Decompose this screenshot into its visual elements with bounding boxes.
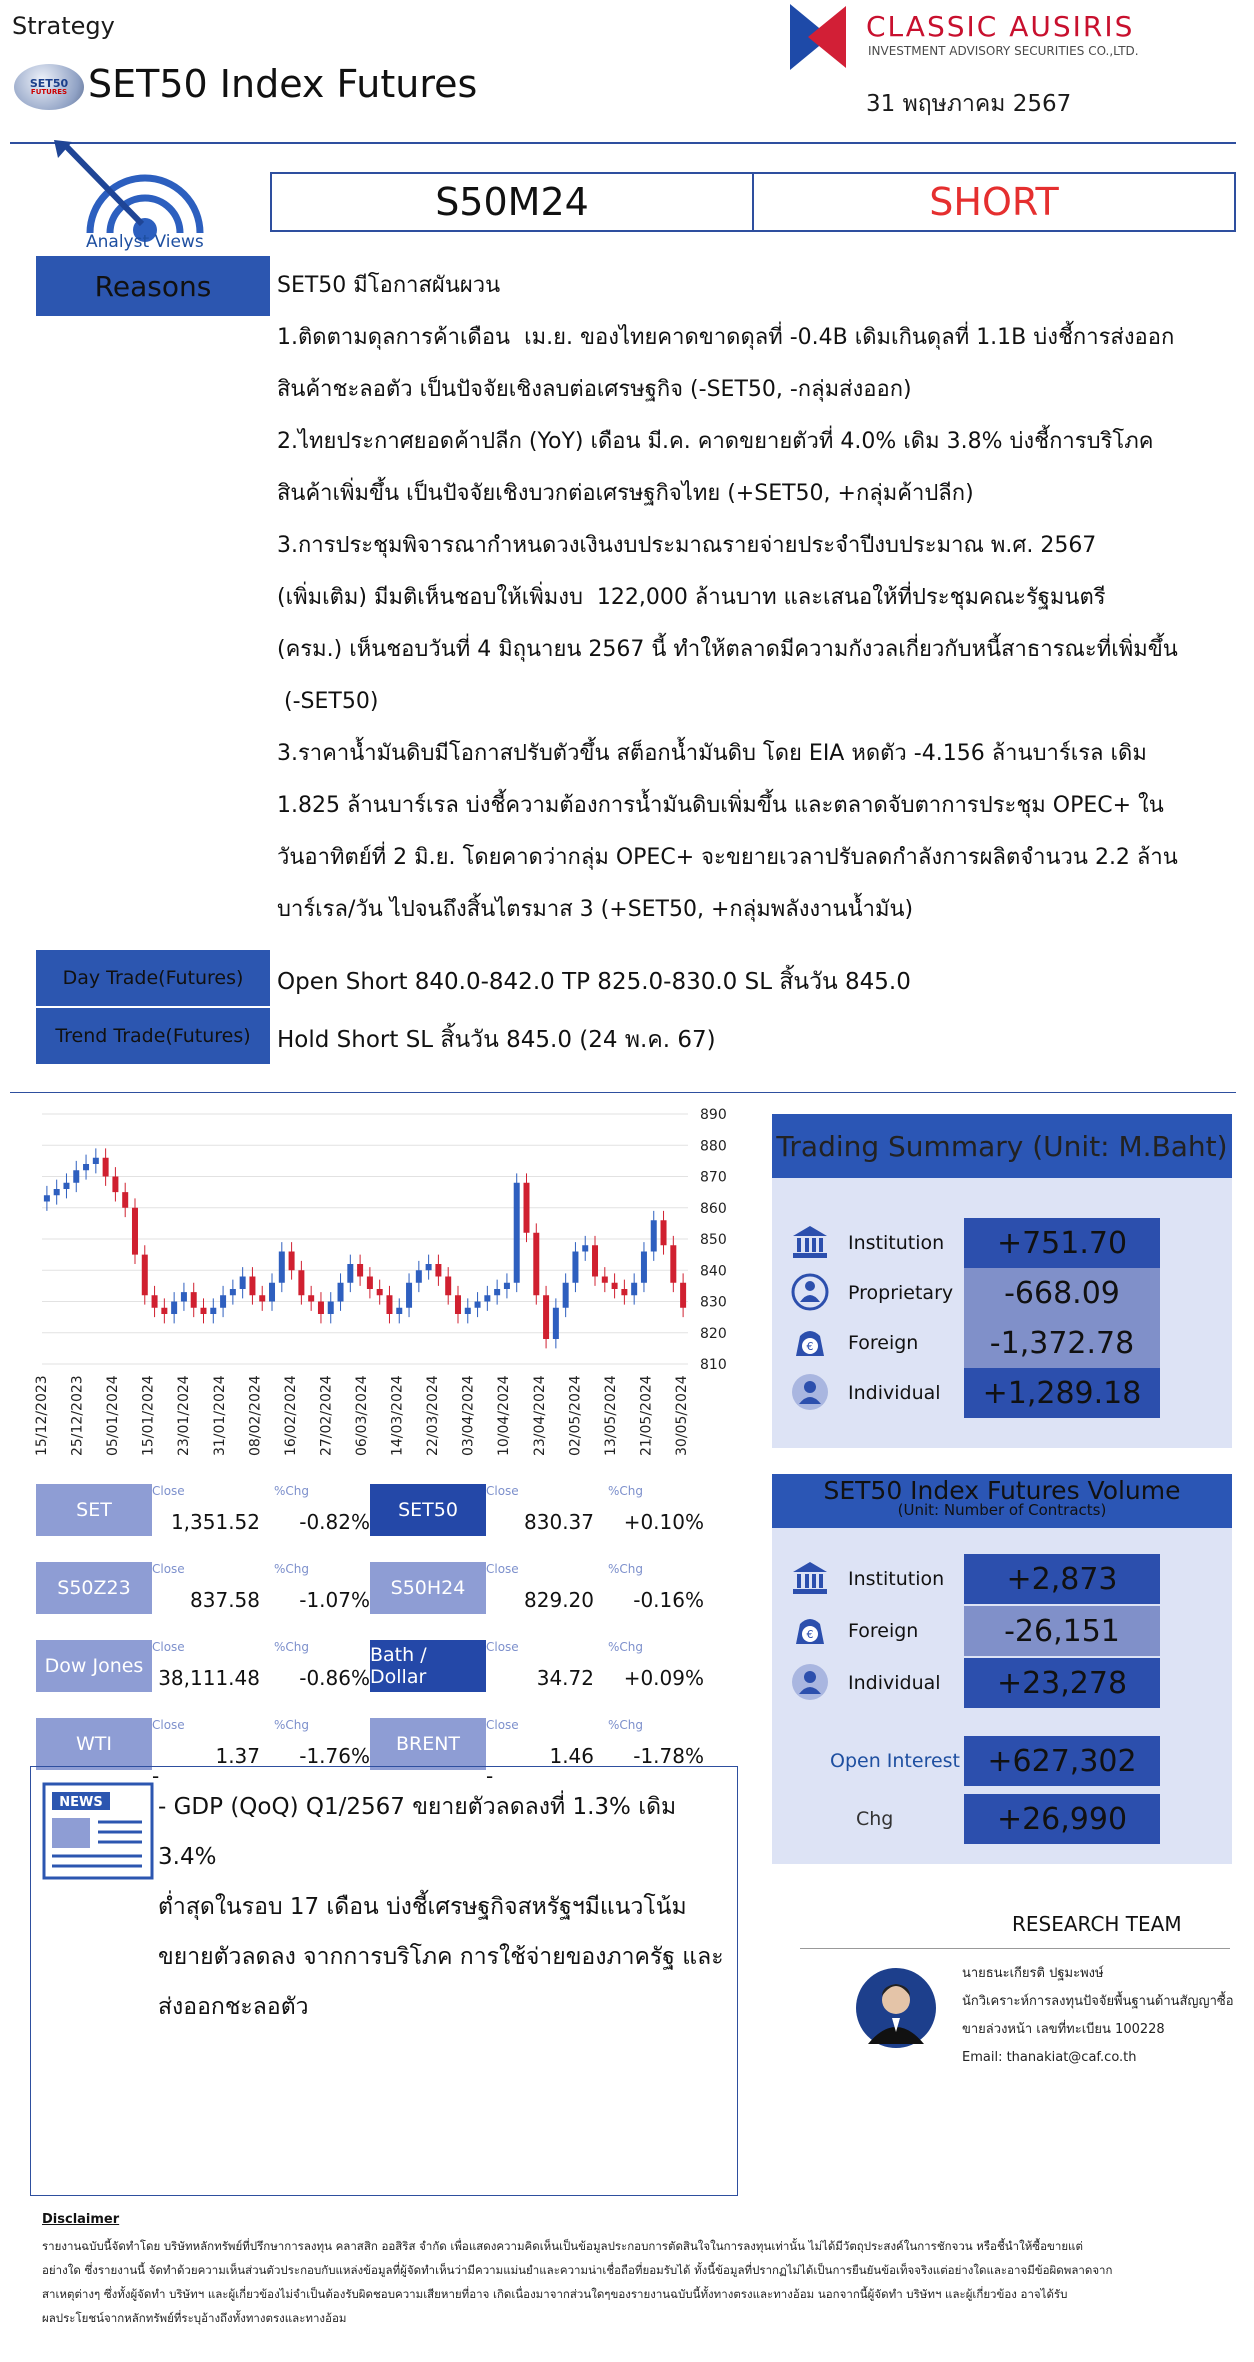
candle-body [367,1277,373,1290]
market-name: BRENT [370,1718,486,1770]
chg-value: +0.09% [623,1666,704,1690]
candle-body [416,1270,422,1283]
close-label: Close [486,1640,519,1654]
brand-subtitle: INVESTMENT ADVISORY SECURITIES CO.,LTD. [868,44,1139,58]
candle-body [240,1277,246,1290]
report-date: 31 พฤษภาคม 2567 [866,91,1072,117]
disclaimer-line: ผลประโยชน์จากหลักทรัพย์ที่ระบุอ้างถึงทั้งทางตรงและทางอ้อม [42,2311,347,2325]
candle-body [171,1302,177,1315]
foreign-icon [790,1610,830,1654]
candle-body [54,1189,60,1195]
analyst-name: นายธนะเกียรติ ปฐมะพงษ์ [962,1966,1104,1981]
candle-body [396,1308,402,1314]
x-tick-label: 14/03/2024 [389,1375,406,1456]
trading-summary-title: Trading Summary (Unit: M.Baht) [772,1114,1232,1178]
candle-body [83,1164,89,1170]
y-tick-label: 810 [700,1357,727,1373]
y-tick-label: 890 [700,1107,727,1123]
day-trade-label: Day Trade(Futures) [36,950,270,1006]
x-tick-label: 02/05/2024 [567,1375,584,1456]
candle-body [210,1308,216,1314]
row-value: -26,151 [964,1606,1160,1656]
individual-icon [790,1372,830,1416]
close-value: 1,351.52 [170,1510,260,1534]
reason-line: (ครม.) เห็นชอบวันที่ 4 มิถุนายน 2567 นี้ ทำให้ตลาดมีความกังวลเกี่ยวกับหนี้สาธารณะที่เพิ่มขึ้น [277,637,1178,662]
candle-body [122,1192,128,1208]
y-tick-label: 880 [700,1138,727,1155]
analyst-email: Email: thanakiat@caf.co.th [962,2050,1137,2065]
news-line: ส่งออกชะลอตัว [158,1994,309,2020]
candle-body [357,1264,363,1277]
x-tick-label: 06/03/2024 [354,1375,370,1456]
market-dash: - [486,1764,494,1788]
research-divider [800,1948,1230,1949]
volume-header [772,1474,1232,1528]
candle-body [259,1295,265,1301]
candle-body [289,1252,295,1271]
target-icon [50,138,230,238]
market-name: S50Z23 [36,1562,152,1614]
candle-body [553,1308,559,1339]
candle-body [191,1292,197,1308]
x-tick-label: 21/05/2024 [638,1375,655,1456]
reason-line: สินค้าเพิ่มขึ้น เป็นปัจจัยเชิงบวกต่อเศรษฐกิจไทย (+SET50, +กลุ่มค้าปลีก) [277,481,974,506]
close-label: Close [152,1718,185,1732]
candle-body [142,1255,148,1296]
reason-line: SET50 มีโอกาสผันผวน [277,273,501,298]
svg-text:€: € [806,1628,814,1641]
reason-line: บาร์เรล/วัน ไปจนถึงสิ้นไตรมาส 3 (+SET50, +กลุ่มพลังงานน้ำมัน) [277,897,914,922]
signal-box [270,172,1236,232]
market-dash: - [152,1764,160,1788]
reason-line: (เพิ่มเติม) มีมติเห็นชอบให้เพิ่มงบ 122,000 ล้านบาท และเสนอให้ที่ประชุมคณะรัฐมนตรี [277,585,1106,610]
chg-value: -0.16% [633,1588,704,1612]
candle-body [328,1302,334,1315]
reasons-tab: Reasons [36,256,270,316]
open-interest-label: Open Interest [830,1750,961,1772]
reason-line: วันอาทิตย์ที่ 2 มิ.ย. โดยคาดว่ากลุ่ม OPEC+ จะขยายเวลาปรับลดกำลังการผลิตจำนวน 2.2 ล้าน [277,845,1178,870]
candle-body [455,1295,461,1314]
reason-line: 2.ไทยประกาศยอดค้าปลีก (YoY) เดือน มี.ค. คาดขยายตัวที่ 4.0% เดิม 3.8% บ่งชี้การบริโภค [277,429,1154,454]
row-value: +23,278 [964,1658,1160,1708]
row-value: +1,289.18 [964,1368,1160,1418]
reason-line: 1.ติดตามดุลการค้าเดือน เม.ย. ของไทยคาดขาดดุลที่ -0.4B เดิมเกินดุลที่ 1.1B บ่งชี้การส่งออก [277,325,1175,350]
candle-body [112,1177,118,1193]
market-name: Dow Jones [36,1640,152,1692]
candle-body [435,1264,441,1277]
candle-body [494,1289,500,1295]
volume-subtitle: (Unit: Number of Contracts) [897,1501,1107,1519]
y-tick-label: 840 [700,1263,727,1280]
candle-body [563,1283,569,1308]
candle-body [572,1252,578,1283]
analyst-avatar [854,1966,938,2050]
x-tick-label: 23/01/2024 [176,1375,193,1456]
row-value: -1,372.78 [964,1318,1160,1368]
x-tick-label: 30/05/2024 [674,1375,690,1456]
day-trade-text: Open Short 840.0-842.0 TP 825.0-830.0 SL สิ้นวัน 845.0 [277,969,911,995]
disclaimer-line: อย่างใด ซึ่งรายงานนี้ จัดทำด้วยความเห็นส่วนตัวประกอบกับแหล่งข้อมูลที่ผู้จัดทำเห็นว่ามีความแม่นยำและความน่าเชื่อถือที่ยอมรับได้ ทั้งนี้ข้อมูลที่ปรากฏไม่ได้เป็นการยืนยันข้อเท็จจริงแต่อย่างใดและอาจมีข้อผิดพลาดจาก [42,2263,1113,2277]
market-name: SET [36,1484,152,1536]
foreign-icon [790,1322,830,1366]
x-tick-label: 23/04/2024 [531,1375,548,1456]
row-value: -668.09 [964,1268,1160,1318]
candle-body [298,1270,304,1295]
x-tick-label: 10/04/2024 [496,1375,513,1456]
set50-candlestick-chart [36,1104,736,1466]
candle-body [631,1283,637,1296]
candle-body [73,1170,79,1183]
chg-label: %Chg [608,1484,644,1498]
x-tick-label: 16/02/2024 [282,1375,299,1456]
chg-label: %Chg [274,1640,310,1654]
candle-body [103,1158,109,1177]
y-tick-label: 830 [700,1294,727,1311]
candle-body [475,1302,481,1308]
reason-line: สินค้าชะลอตัว เป็นปัจจัยเชิงลบต่อเศรษฐกิจ (-SET50, -กลุ่มส่งออก) [277,377,912,402]
classic-ausiris-logo-icon [788,2,850,72]
y-tick-label: 870 [700,1169,727,1186]
candle-body [63,1183,69,1189]
market-box [370,1562,710,1634]
row-label: Individual [848,1382,941,1404]
candle-body [592,1245,598,1276]
market-box [36,1484,376,1556]
market-box [36,1562,376,1634]
chg-label: %Chg [608,1562,644,1576]
individual-icon [790,1662,830,1706]
chg-label: %Chg [608,1718,644,1732]
open-interest-value: +627,302 [964,1736,1160,1786]
institution-icon [790,1222,830,1266]
volume-title: SET50 Index Futures Volume [823,1476,1181,1505]
news-line: ต่ำสุดในรอบ 17 เดือน บ่งชี้เศรษฐกิจสหรัฐฯมีแนวโน้ม [158,1894,687,1920]
close-value: 34.72 [536,1666,594,1690]
market-box [370,1640,710,1712]
candle-body [514,1183,520,1283]
chg-value: -0.86% [299,1666,370,1690]
candle-body [338,1283,344,1302]
candle-body [279,1252,285,1283]
candle-body [426,1264,432,1270]
close-value: 830.37 [524,1510,594,1534]
news-line: ขยายตัวลดลง จากการบริโภค การใช้จ่ายของภาครัฐ และ [158,1944,724,1970]
chg-value: +0.10% [623,1510,704,1534]
close-value: 1.46 [549,1744,594,1768]
contract-symbol: S50M24 [272,174,754,230]
candle-body [181,1292,187,1301]
candle-body [152,1295,158,1308]
market-name: S50H24 [370,1562,486,1614]
disclaimer-line: สาเหตุต่างๆ ซึ่งทั้งผู้จัดทำ บริษัทฯ และผู้เกี่ยวข้องไม่จำเป็นต้องรับผิดชอบความเสียหายที่อาจ เกิดเนื่องมาจากส่วนใดๆของรายงานฉบับนี้ทั้งทางตรงและทางอ้อม นอกจากนี้ผู้จัดทำ บริษัทฯ และผู้เกี่ยวข้อง อาจได้รับ [42,2287,1068,2301]
x-tick-label: 03/04/2024 [460,1375,477,1456]
trend-trade-label: Trend Trade(Futures) [36,1008,270,1064]
row-label: Foreign [848,1332,919,1354]
close-value: 1.37 [215,1744,260,1768]
disclaimer-text [42,2234,1252,2330]
candle-body [641,1252,647,1283]
analyst-role: นักวิเคราะห์การลงทุนปัจจัยพื้นฐานด้านสัญญาซื้อ [962,1994,1234,2009]
candle-body [347,1264,353,1283]
candle-body [406,1283,412,1308]
candle-body [44,1195,50,1201]
candle-body [602,1277,608,1283]
brand-name: CLASSIC AUSIRIS [866,10,1135,43]
chg-value: -1.78% [633,1744,704,1768]
candle-body [504,1283,510,1289]
candle-body [308,1295,314,1301]
row-label: Individual [848,1672,941,1694]
market-box [36,1640,376,1712]
chg-label: %Chg [274,1718,310,1732]
close-label: Close [486,1562,519,1576]
reason-line: 3.การประชุมพิจารณากำหนดวงเงินงบประมาณรายจ่ายประจำปีงบประมาณ พ.ศ. 2567 [277,533,1097,558]
close-label: Close [486,1718,519,1732]
analyst-license: ขายล่วงหน้า เลขที่ทะเบียน 100228 [962,2022,1165,2037]
close-label: Close [152,1562,185,1576]
row-label: Institution [848,1232,945,1254]
row-label: Proprietary [848,1282,954,1304]
close-value: 837.58 [190,1588,260,1612]
analyst-info [962,1960,1234,2072]
position-signal: SHORT [929,180,1059,224]
candle-body [670,1245,676,1283]
candle-body [161,1308,167,1314]
candle-body [465,1308,471,1314]
trend-trade-text: Hold Short SL สิ้นวัน 845.0 (24 พ.ค. 67) [277,1027,716,1053]
chg-value: -1.76% [299,1744,370,1768]
x-tick-label: 15/01/2024 [140,1375,157,1456]
y-tick-label: 860 [700,1200,727,1217]
row-value: +2,873 [964,1554,1160,1604]
disclaimer-line: รายงานฉบับนี้จัดทำโดย บริษัทหลักทรัพย์ที่ปรึกษาการลงทุน คลาสสิก ออสิริส จำกัด เพื่อแสดงความคิดเห็นเป็นข้อมูลประกอบการตัดสินใจในการลงทุนเท่านั้น ไม่ได้มีวัตถุประสงค์ในการชักจวน หรือชี้นำให้ซื้อขายแต่ [42,2239,1083,2253]
chg-label: %Chg [608,1640,644,1654]
research-team-title: RESEARCH TEAM [1012,1912,1182,1936]
candle-body [318,1302,324,1315]
chg-label: %Chg [274,1562,310,1576]
close-label: Close [152,1484,185,1498]
y-tick-label: 820 [700,1325,727,1342]
candle-body [201,1308,207,1314]
market-name: Bath / Dollar [370,1640,486,1692]
row-value: +751.70 [964,1218,1160,1268]
close-value: 38,111.48 [158,1666,260,1690]
section-divider [10,1092,1236,1093]
candle-body [220,1295,226,1308]
x-tick-label: 31/01/2024 [211,1375,228,1456]
change-value: +26,990 [964,1794,1160,1844]
x-tick-label: 25/12/2023 [69,1375,86,1456]
page-title: SET50 Index Futures [88,62,478,106]
candle-body [230,1289,236,1295]
close-value: 829.20 [524,1588,594,1612]
row-label: Institution [848,1568,945,1590]
reason-line: (-SET50) [277,689,379,714]
reason-line: 3.ราคาน้ำมันดิบมีโอกาสปรับตัวขึ้น สต็อกน้ำมันดิบ โดย EIA หดตัว -4.156 ล้านบาร์เรล เดิม [277,741,1147,766]
market-name: WTI [36,1718,152,1770]
proprietary-icon [790,1272,830,1316]
reasons-text [277,260,1237,936]
set50-futures-logo: SET50 FUTURES [14,64,84,110]
x-tick-label: 08/02/2024 [247,1375,264,1456]
row-label: Foreign [848,1620,919,1642]
candle-body [445,1277,451,1296]
x-tick-label: 22/03/2024 [425,1375,442,1456]
chg-label: %Chg [274,1484,310,1498]
x-tick-label: 13/05/2024 [602,1375,619,1456]
newspaper-icon [42,1782,154,1880]
candle-body [612,1283,618,1289]
change-label: Chg [856,1808,894,1830]
candle-body [386,1295,392,1314]
candle-body [524,1183,530,1233]
candle-body [484,1295,490,1301]
disclaimer-title: Disclaimer [42,2212,120,2227]
svg-text:€: € [806,1340,814,1353]
candle-body [582,1245,588,1251]
candle-body [93,1158,99,1164]
market-box [370,1484,710,1556]
candle-body [132,1208,138,1255]
candle-body [533,1233,539,1296]
market-name: SET50 [370,1484,486,1536]
y-tick-label: 850 [700,1232,727,1248]
candle-body [269,1283,275,1302]
x-tick-label: 27/02/2024 [318,1375,335,1456]
analyst-views-label: Analyst Views [86,232,204,252]
x-tick-label: 05/01/2024 [105,1375,122,1456]
candle-body [543,1295,549,1339]
news-badge: NEWS [59,1795,103,1810]
candle-body [680,1283,686,1308]
candle-body [621,1289,627,1295]
institution-icon [790,1558,830,1602]
news-text [158,1782,728,2032]
candle-body [377,1289,383,1295]
candle-body [249,1277,255,1296]
section-label: Strategy [12,12,115,40]
chg-value: -1.07% [299,1588,370,1612]
candle-body [651,1220,657,1251]
news-line: - GDP (QoQ) Q1/2567 ขยายตัวลดลงที่ 1.3% เดิม 3.4% [158,1794,677,1870]
chg-value: -0.82% [299,1510,370,1534]
reason-line: 1.825 ล้านบาร์เรล บ่งชี้ความต้องการน้ำมันดิบเพิ่มขึ้น และตลาดจับตาการประชุม OPEC+ ใน [277,793,1164,818]
x-tick-label: 15/12/2023 [34,1375,50,1456]
close-label: Close [486,1484,519,1498]
close-label: Close [152,1640,185,1654]
candle-body [661,1220,667,1245]
